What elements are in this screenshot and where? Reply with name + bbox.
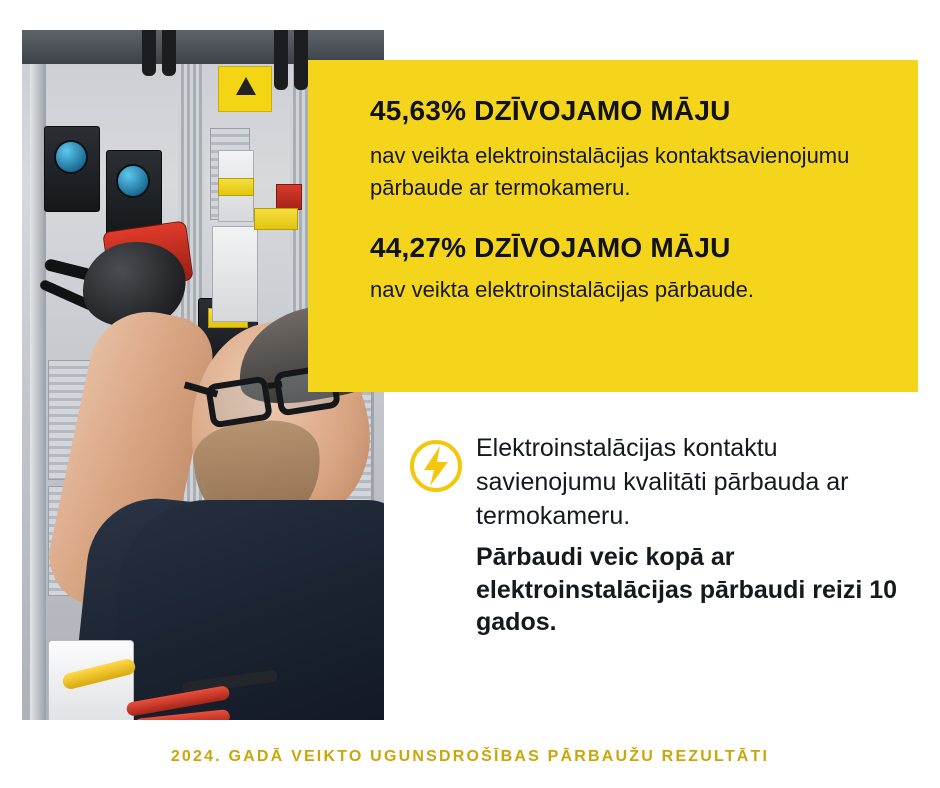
cabinet-top-bar xyxy=(22,30,384,64)
lightning-bolt-icon xyxy=(408,440,464,492)
note-text: Elektroinstalācijas kontaktu savienojumu kvalitāti pārbauda ar termokameru. xyxy=(476,434,849,530)
warning-triangle-label xyxy=(218,66,272,112)
note-bold-text: Pārbaudi veic kopā ar elektroinstalācijas pārbaudi reizi 10 gados. xyxy=(476,543,898,637)
stat-body-1: nav veikta elektroinstalācijas kontaktsavienojumu pārbaude ar termokameru. xyxy=(370,142,850,201)
power-cable xyxy=(274,30,288,90)
power-cable xyxy=(294,30,308,90)
breaker-dial xyxy=(116,164,150,198)
device-label xyxy=(254,208,298,230)
power-cable xyxy=(162,30,176,76)
indicator-light xyxy=(276,184,302,210)
din-rail-device xyxy=(212,226,258,322)
note-text-block xyxy=(464,432,918,639)
stat-body-2: nav veikta elektroinstalācijas pārbaude. xyxy=(370,277,755,303)
footer-caption: 2024. GADĀ VEIKTO UGUNSDROŠĪBAS PĀRBAUŽU REZULTĀTI xyxy=(170,748,770,765)
stat-heading-1: 45,63% DZĪVOJAMO MĀJU xyxy=(370,95,731,126)
breaker-dial xyxy=(54,140,88,174)
stat-heading-2: 44,27% DZĪVOJAMO MĀJU xyxy=(370,231,731,263)
torso xyxy=(118,500,384,720)
recommendation-note xyxy=(398,432,918,639)
power-cable xyxy=(142,30,156,76)
device-label xyxy=(218,178,254,196)
statistics-panel xyxy=(308,60,918,392)
